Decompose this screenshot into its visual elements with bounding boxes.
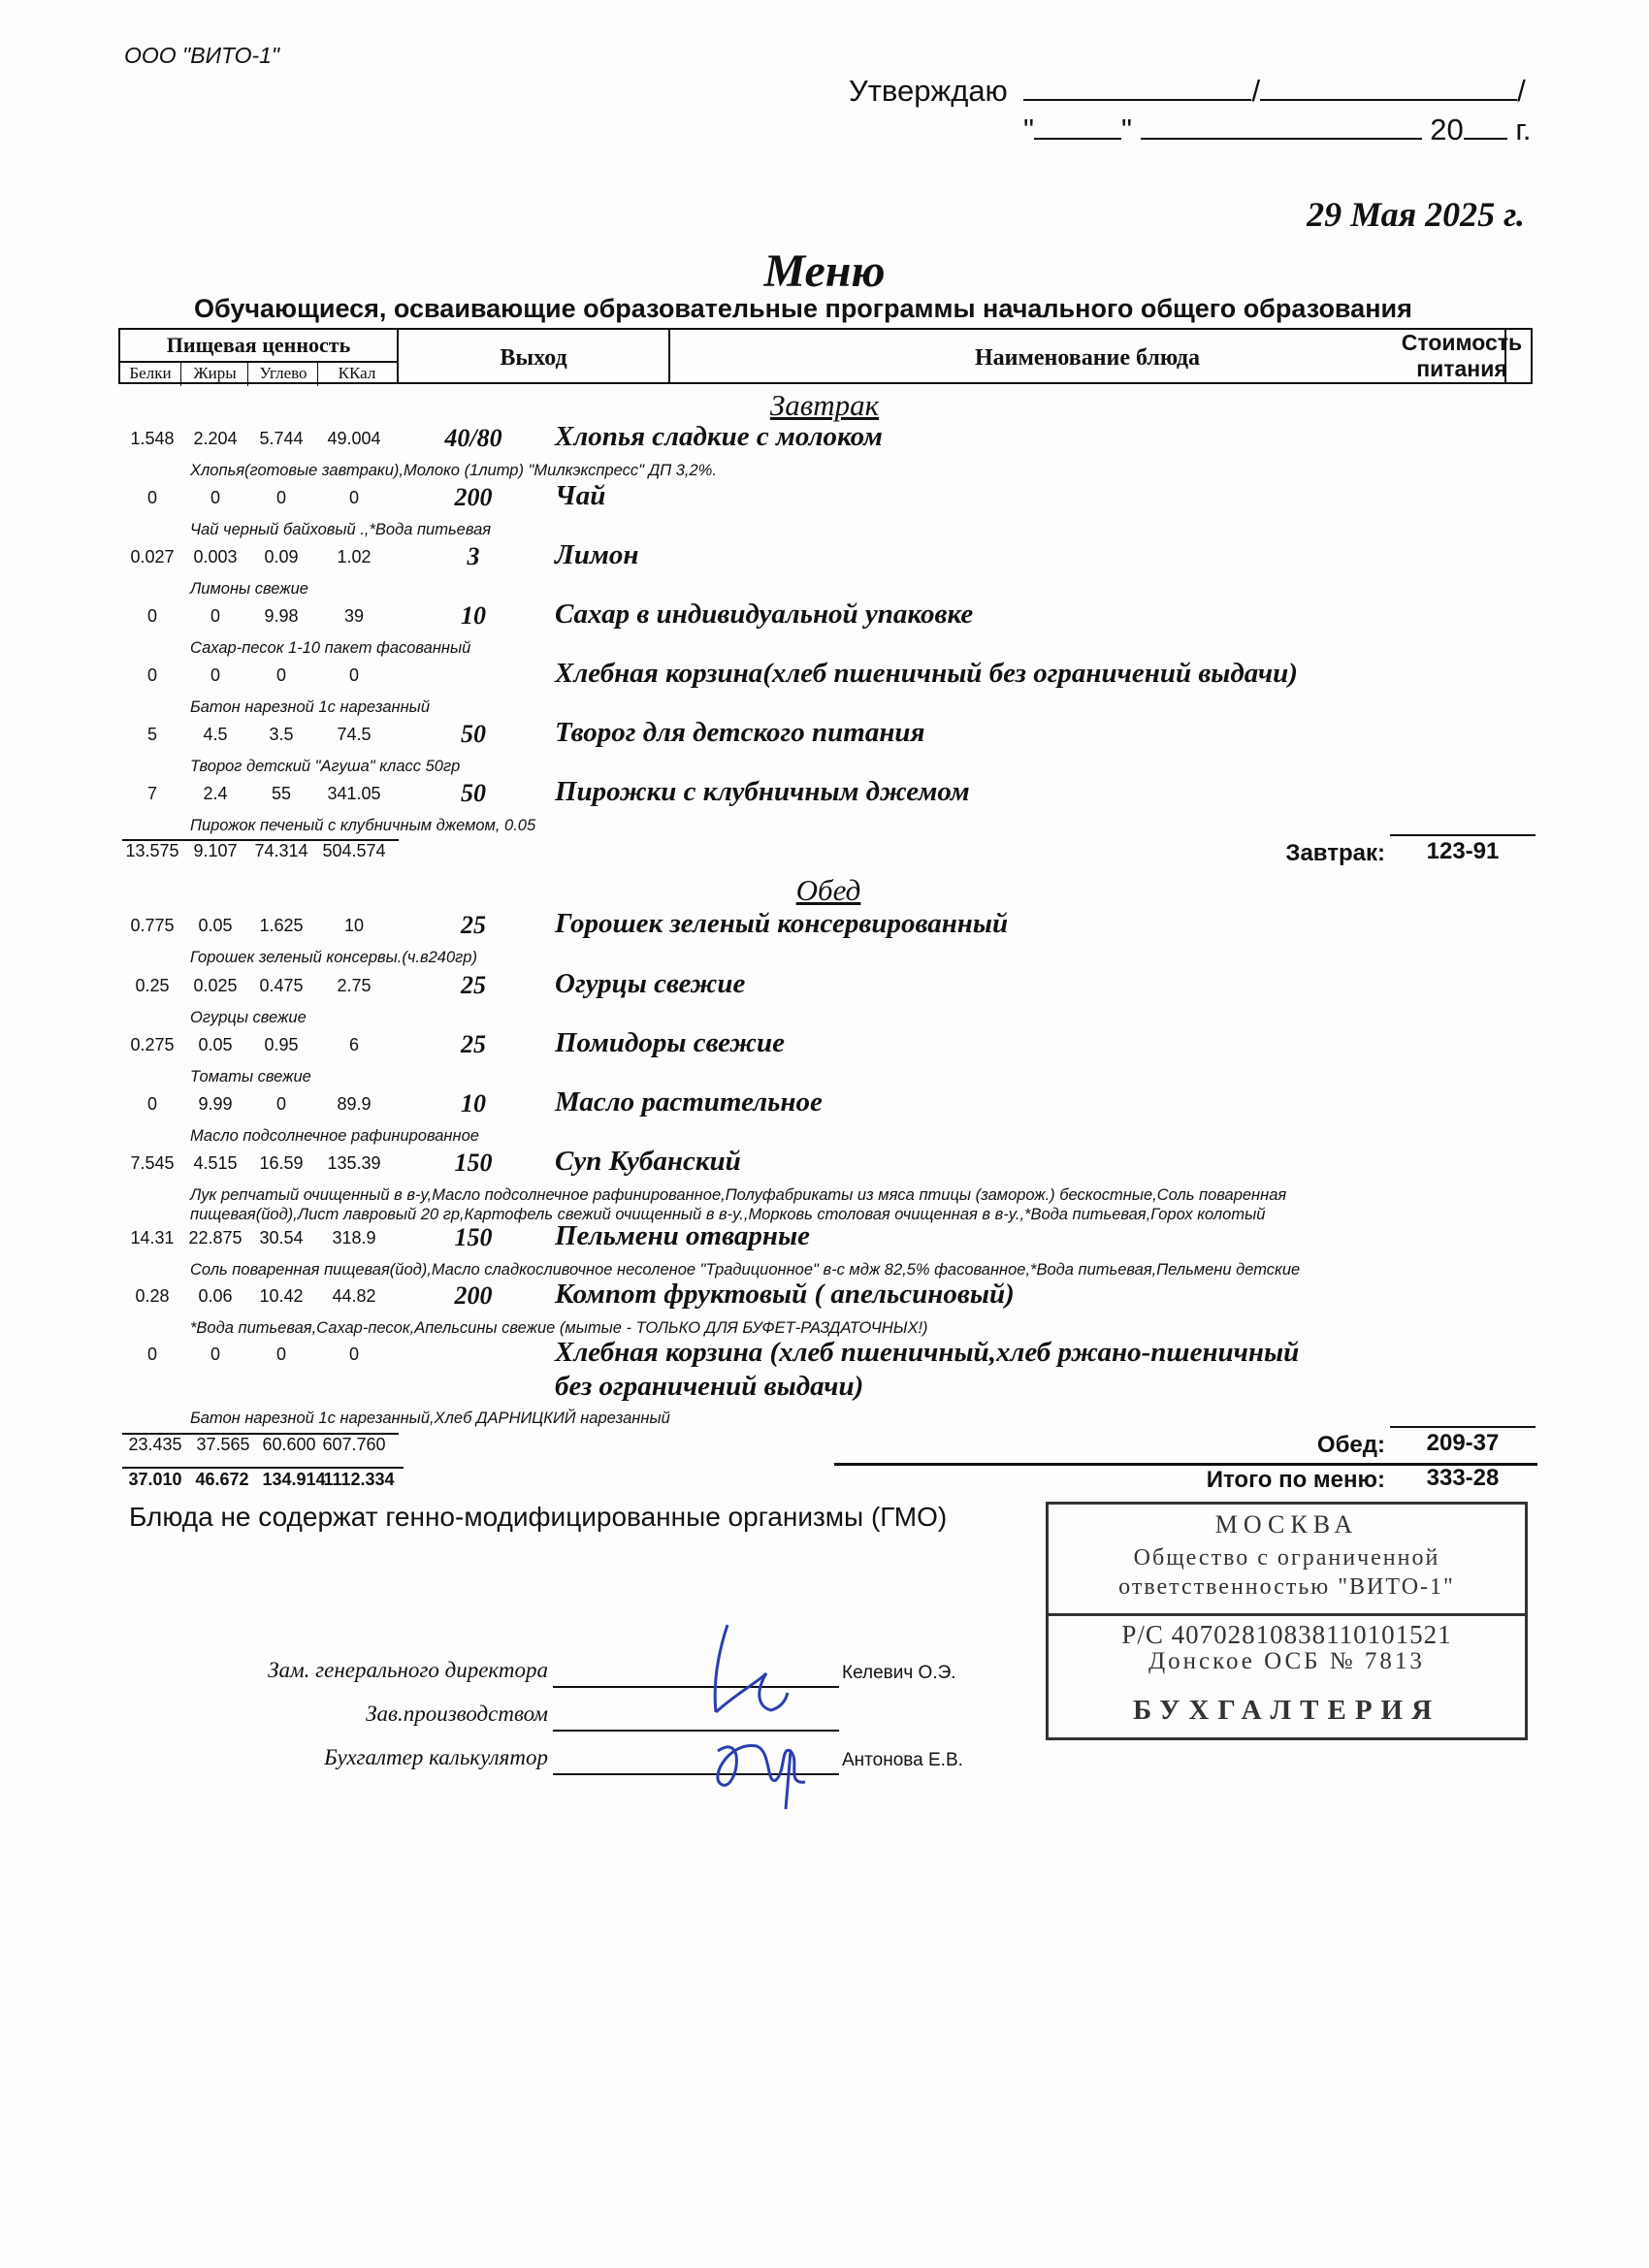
breakfast-total-kcal: 504.574	[322, 841, 386, 860]
dish-yield: 50	[461, 779, 486, 807]
fats-header: Жиры	[182, 363, 248, 386]
dish-yield: 150	[454, 1149, 493, 1177]
signature-role-deputy: Зам. генерального директора	[268, 1658, 548, 1682]
cost-header-line1: Стоимость	[1401, 330, 1523, 355]
dish-name: Хлебная корзина(хлеб пшеничный без ограничений выдачи)	[555, 658, 1298, 689]
grand-total-carbs: 134.914	[262, 1470, 326, 1489]
cost-header-line2: питания	[1416, 356, 1507, 381]
menu-table-header	[118, 328, 1533, 384]
dish-ingredients-continued: пищевая(йод),Лист лавровый 20 гр,Картофель свежий очищенный в в-у.,Морковь столовая очищенная в в-у.,*Вода питьевая,Горох колотый	[190, 1206, 1266, 1223]
breakfast-total-carbs: 74.314	[254, 841, 308, 860]
dish-ingredients: Горошек зеленый консервы.(ч.в240гр)	[190, 949, 477, 966]
dish-kcal: 0	[348, 488, 359, 507]
nutrition-header-cell	[120, 330, 399, 382]
dish-yield: 200	[454, 1281, 493, 1310]
month-blank	[1141, 113, 1422, 140]
cost-header	[1391, 330, 1533, 382]
dish-kcal: 341.05	[327, 784, 381, 803]
dish-fats: 0.05	[198, 1035, 233, 1054]
dish-fats: 0	[210, 606, 220, 626]
dish-name: Суп Кубанский	[555, 1146, 741, 1177]
dish-yield: 10	[461, 1089, 486, 1118]
dish-carbs: 9.98	[264, 606, 299, 626]
dish-kcal: 0	[348, 665, 359, 685]
grand-total-fats: 46.672	[195, 1470, 249, 1489]
grand-totals-line	[122, 1467, 404, 1469]
dish-name: Горошек зеленый консервированный	[555, 908, 1009, 939]
dish-kcal: 44.82	[332, 1286, 376, 1306]
dish-fats: 0.003	[193, 547, 238, 567]
dish-carbs: 16.59	[259, 1153, 304, 1173]
dish-proteins: 14.31	[130, 1228, 175, 1247]
dish-yield: 25	[461, 911, 486, 939]
dish-name: Огурцы свежие	[555, 968, 746, 999]
carbs-header: Углево	[249, 363, 318, 386]
date-quote-open: "	[1023, 113, 1035, 146]
grand-total-label: Итого по меню:	[1206, 1467, 1385, 1493]
approval-date-line	[1023, 113, 1532, 147]
dish-name: Чай	[555, 480, 606, 511]
dish-proteins: 1.548	[130, 429, 175, 448]
dish-name: Масло растительное	[555, 1086, 823, 1118]
dish-ingredients: Творог детский "Агуша" класс 50гр	[190, 758, 461, 775]
grand-total-proteins: 37.010	[128, 1470, 182, 1489]
dish-proteins: 0	[146, 1345, 157, 1364]
stamp-bank: Донское ОСБ № 7813	[1148, 1648, 1425, 1674]
dish-carbs: 5.744	[259, 429, 304, 448]
dish-proteins: 0	[146, 606, 157, 626]
lunch-total-carbs: 60.600	[262, 1435, 316, 1454]
dish-yield: 40/80	[444, 424, 502, 452]
dish-carbs: 3.5	[269, 725, 294, 744]
dish-carbs: 1.625	[259, 916, 304, 935]
dish-carbs: 10.42	[259, 1286, 304, 1306]
day-blank	[1034, 113, 1121, 140]
dish-kcal: 39	[343, 606, 365, 626]
dish-kcal: 89.9	[337, 1094, 372, 1114]
dish-carbs: 0	[275, 665, 286, 685]
dish-ingredients: Чай черный байховый .,*Вода питьевая	[190, 521, 492, 538]
dish-ingredients: Томаты свежие	[190, 1068, 311, 1085]
lunch-title: Обед	[795, 873, 861, 907]
dish-kcal: 74.5	[337, 725, 372, 744]
dish-fats: 0	[210, 488, 220, 507]
dish-ingredients: Хлопья(готовые завтраки),Молоко (1литр) "Милкэкспресс" ДП 3,2%.	[190, 462, 717, 479]
dish-name: Компот фруктовый ( апельсиновый)	[555, 1279, 1015, 1310]
stamp-city: МОСКВА	[1214, 1510, 1359, 1539]
dish-ingredients: Сахар-песок 1-10 пакет фасованный	[190, 639, 471, 657]
lunch-total-proteins: 23.435	[128, 1435, 182, 1454]
year-prefix: 20	[1430, 113, 1464, 146]
dish-fats: 4.5	[203, 725, 228, 744]
dish-name: Помидоры свежие	[555, 1027, 785, 1058]
dish-fats: 22.875	[188, 1228, 242, 1247]
dish-fats: 0	[210, 665, 220, 685]
dish-kcal: 49.004	[327, 429, 381, 448]
dish-yield: 25	[461, 971, 486, 999]
breakfast-total-fats: 9.107	[193, 841, 238, 860]
dish-carbs: 0	[275, 488, 286, 507]
breakfast-total-proteins: 13.575	[125, 841, 179, 860]
dish-ingredients: Батон нарезной 1с нарезанный	[190, 698, 431, 716]
dish-name: Хлопья сладкие с молоком	[555, 421, 883, 452]
kcal-header: ККал	[338, 364, 376, 382]
stamp-line-liability: ответственностью "ВИТО-1"	[1118, 1574, 1455, 1600]
approver-signature-line	[1023, 74, 1251, 101]
year-blank	[1464, 113, 1507, 140]
dish-name: Хлебная корзина (хлеб пшеничный,хлеб ржано-пшеничный	[555, 1337, 1300, 1368]
stamp-department: БУХГАЛТЕРИЯ	[1132, 1695, 1441, 1726]
page-title: Меню	[763, 245, 886, 297]
dish-carbs: 0.475	[259, 976, 304, 995]
lunch-price-label: Обед:	[1316, 1432, 1385, 1458]
dish-name-header: Наименование блюда	[670, 330, 1506, 382]
dish-fats: 0	[210, 1345, 220, 1364]
lunch-price: 209-37	[1426, 1430, 1500, 1456]
dish-proteins: 0.25	[135, 976, 170, 995]
dish-name: Пельмени отварные	[555, 1220, 810, 1251]
dish-proteins: 0.28	[135, 1286, 170, 1306]
breakfast-title: Завтрак	[769, 388, 880, 422]
dish-kcal: 6	[348, 1035, 359, 1054]
dish-ingredients: Батон нарезной 1с нарезанный,Хлеб ДАРНИЦКИЙ нарезанный	[190, 1409, 670, 1427]
gmo-note: Блюда не содержат генно-модифицированные организмы (ГМО)	[129, 1502, 948, 1532]
lunch-total-fats: 37.565	[196, 1435, 250, 1454]
dish-kcal: 1.02	[337, 547, 372, 567]
signature-name-deputy: Келевич О.Э.	[842, 1663, 956, 1683]
dish-yield: 3	[467, 542, 480, 570]
dish-kcal: 135.39	[327, 1153, 381, 1173]
dish-ingredients: Лимоны свежие	[190, 580, 308, 598]
company-stamp	[1046, 1502, 1528, 1740]
dish-yield: 10	[461, 601, 486, 630]
stamp-account: Р/С 40702810838110101521	[1049, 1613, 1525, 1650]
nutrition-header: Пищевая ценность	[120, 330, 397, 363]
dish-proteins: 7.545	[130, 1153, 175, 1173]
dish-proteins: 0	[146, 1094, 157, 1114]
dish-fats: 2.204	[193, 429, 238, 448]
dish-fats: 4.515	[193, 1153, 238, 1173]
dish-carbs: 0	[275, 1094, 286, 1114]
dish-yield: 25	[461, 1030, 486, 1058]
breakfast-price: 123-91	[1426, 838, 1500, 864]
dish-proteins: 0.275	[130, 1035, 175, 1054]
dish-yield: 150	[454, 1223, 493, 1251]
organization-name: ООО "ВИТО-1"	[124, 43, 280, 68]
grand-total-price: 333-28	[1426, 1465, 1500, 1491]
dish-carbs: 0.09	[264, 547, 299, 567]
dish-name: Сахар в индивидуальной упаковке	[555, 599, 974, 630]
dish-proteins: 0.775	[130, 916, 175, 935]
dish-name-continued: без ограничений выдачи)	[555, 1371, 864, 1402]
grand-total-kcal: 1112.334	[323, 1470, 395, 1489]
dish-kcal: 318.9	[332, 1228, 376, 1247]
stamp-line-org: Общество с ограниченной	[1133, 1545, 1440, 1571]
lunch-price-line	[1390, 1426, 1536, 1428]
dish-carbs: 55	[271, 784, 292, 803]
dish-fats: 2.4	[203, 784, 228, 803]
dish-ingredients: *Вода питьевая,Сахар-песок,Апельсины свежие (мытые - ТОЛЬКО ДЛЯ БУФЕТ-РАЗДАТОЧНЫХ!)	[190, 1319, 928, 1337]
approval-line: Утверждаю / /	[849, 74, 1526, 108]
dish-kcal: 2.75	[337, 976, 372, 995]
signature-role-production: Зав.производством	[366, 1701, 548, 1726]
dish-fats: 0.05	[198, 916, 233, 935]
dish-name: Пирожки с клубничным джемом	[555, 776, 970, 807]
approver-name-line	[1260, 74, 1517, 101]
year-suffix: г.	[1515, 113, 1532, 146]
dish-yield: 50	[461, 720, 486, 748]
handwritten-signatures	[679, 1615, 854, 1824]
dish-kcal: 10	[343, 916, 365, 935]
dish-carbs: 0	[275, 1345, 286, 1364]
dish-ingredients: Масло подсолнечное рафинированное	[190, 1127, 479, 1145]
approve-label: Утверждаю	[849, 74, 1008, 108]
page-subtitle: Обучающиеся, осваивающие образовательные программы начального общего образования	[194, 294, 1412, 323]
signature-name-accountant: Антонова Е.В.	[842, 1750, 963, 1770]
dish-ingredients: Огурцы свежие	[190, 1009, 307, 1026]
signature-role-accountant: Бухгалтер калькулятор	[324, 1745, 548, 1769]
dish-name: Лимон	[555, 539, 639, 570]
dish-carbs: 30.54	[259, 1228, 304, 1247]
breakfast-price-label: Завтрак:	[1285, 840, 1385, 866]
proteins-header: Белки	[120, 363, 181, 386]
dish-proteins: 0	[146, 488, 157, 507]
dish-proteins: 5	[146, 725, 157, 744]
dish-yield: 200	[454, 483, 493, 511]
lunch-total-kcal: 607.760	[322, 1435, 386, 1454]
dish-carbs: 0.95	[264, 1035, 299, 1054]
dish-proteins: 7	[146, 784, 157, 803]
dish-name: Творог для детского питания	[555, 717, 925, 748]
dish-proteins: 0.027	[130, 547, 175, 567]
dish-ingredients: Пирожок печеный с клубничным джемом, 0.05	[190, 817, 536, 834]
dish-ingredients: Лук репчатый очищенный в в-у,Масло подсолнечное рафинированное,Полуфабрикаты из мяса птицы (заморож.) бескостные,Соль поваренная	[190, 1186, 1287, 1204]
breakfast-price-line	[1390, 834, 1536, 836]
document-date: 29 Мая 2025 г.	[1307, 195, 1525, 234]
dish-fats: 9.99	[198, 1094, 233, 1114]
dish-proteins: 0	[146, 665, 157, 685]
yield-header: Выход	[399, 330, 670, 382]
dish-fats: 0.06	[198, 1286, 233, 1306]
dish-fats: 0.025	[193, 976, 238, 995]
dish-ingredients: Соль поваренная пищевая(йод),Масло сладкосливочное несоленое "Традиционное" в-с мдж 82,5% фасованное,*Вода питьевая,Пельмени детские	[190, 1261, 1301, 1279]
date-quote-close: "	[1121, 113, 1133, 146]
dish-kcal: 0	[348, 1345, 359, 1364]
